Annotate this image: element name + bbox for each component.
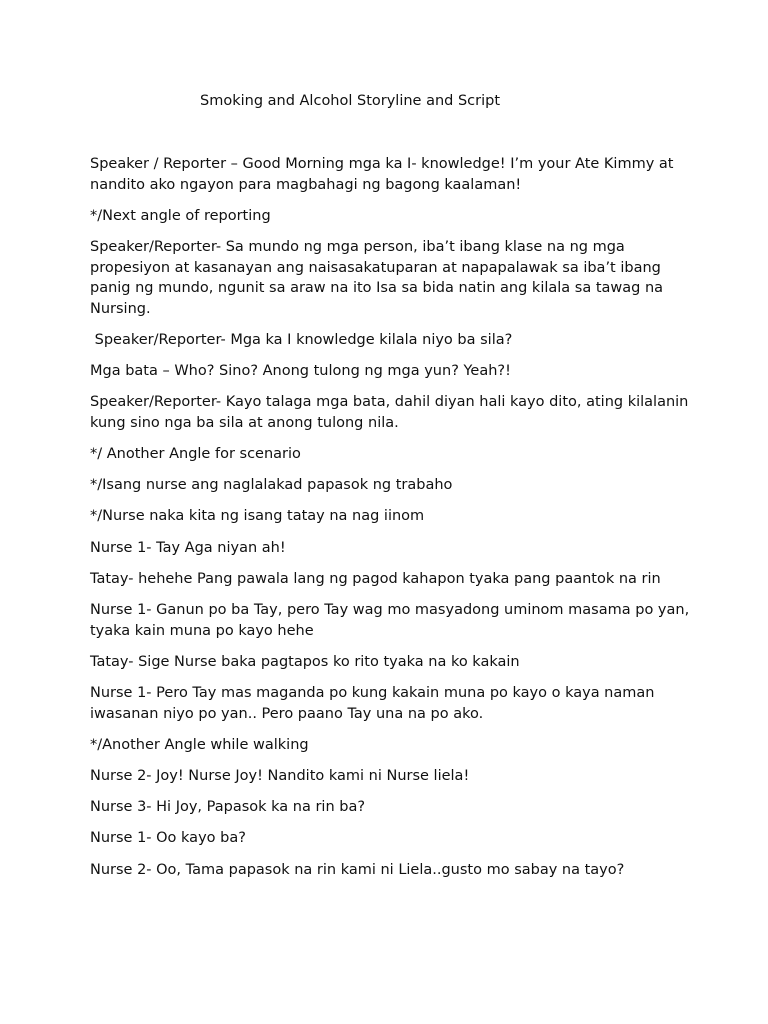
- paragraph: Nurse 2- Joy! Nurse Joy! Nandito kami ni Nurse liela!: [90, 767, 470, 784]
- paragraph: Nurse 3- Hi Joy, Papasok ka na rin ba?: [90, 799, 366, 816]
- paragraph: */Isang nurse ang naglalakad papasok ng trabaho: [90, 477, 453, 494]
- paragraph: Tatay- hehehe Pang pawala lang ng pagod kahapon tyaka pang paantok na rin: [90, 570, 661, 587]
- document-body: [90, 154, 690, 891]
- paragraph: Nurse 1- Ganun po ba Tay, pero Tay wag mo masyadong uminom masama po yan, tyaka kain muna po kayo hehe: [90, 602, 690, 639]
- paragraph: Nurse 1- Tay Aga niyan ah!: [90, 539, 286, 556]
- paragraph: Speaker/Reporter- Sa mundo ng mga person, iba’t ibang klase na ng mga propesiyon at kasanayan ang naisasakatuparan at napapalawak sa iba’t ibang panig ng mundo, ngunit sa araw na ito Isa sa bida natin ang kilala sa tawag na Nursing.: [90, 238, 664, 317]
- paragraph: Mga bata – Who? Sino? Anong tulong ng mga yun? Yeah?!: [90, 363, 511, 380]
- paragraph: */ Another Angle for scenario: [90, 446, 301, 463]
- paragraph: Speaker/Reporter- Mga ka I knowledge kilala niyo ba sila?: [90, 331, 513, 348]
- paragraph: Tatay- Sige Nurse baka pagtapos ko rito tyaka na ko kakain: [90, 653, 520, 670]
- paragraph: */Next angle of reporting: [90, 207, 271, 224]
- paragraph: Nurse 1- Pero Tay mas maganda po kung kakain muna po kayo o kaya naman iwasanan niyo po yan.. Pero paano Tay una na po ako.: [90, 685, 655, 722]
- paragraph: Nurse 2- Oo, Tama papasok na rin kami ni Liela..gusto mo sabay na tayo?: [90, 861, 625, 878]
- paragraph: Speaker/Reporter- Kayo talaga mga bata, dahil diyan hali kayo dito, ating kilalanin kung sino nga ba sila at anong tulong nila.: [90, 394, 689, 431]
- paragraph: Nurse 1- Oo kayo ba?: [90, 830, 246, 847]
- document-title: Smoking and Alcohol Storyline and Script: [200, 93, 501, 109]
- paragraph: */Another Angle while walking: [90, 736, 309, 753]
- paragraph: Speaker / Reporter – Good Morning mga ka I- knowledge! I’m your Ate Kimmy at nandito ako ngayon para magbahagi ng bagong kaalaman!: [90, 156, 674, 193]
- paragraph: */Nurse naka kita ng isang tatay na nag iinom: [90, 508, 425, 525]
